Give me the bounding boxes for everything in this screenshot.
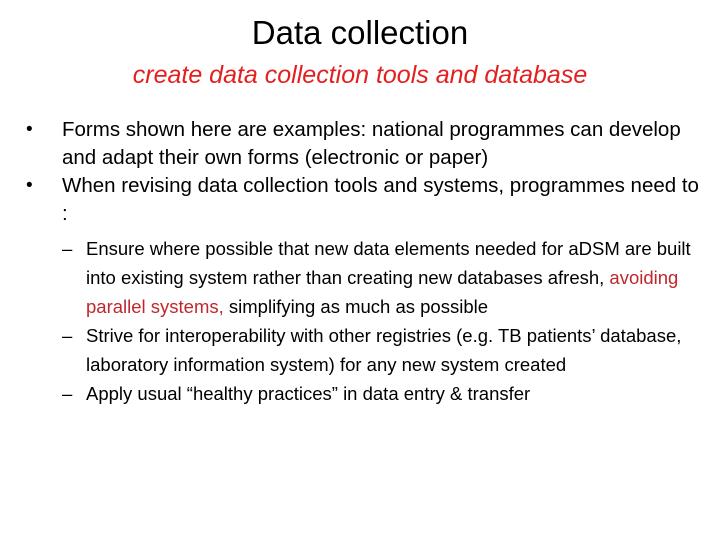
subbullet-marker: – <box>62 383 73 404</box>
subbullet-text-after: simplifying as much as possible <box>223 296 489 317</box>
bullet-marker: • <box>26 119 33 140</box>
slide-subtitle: create data collection tools and database <box>132 61 588 89</box>
bullet-text: When revising data collection tools and systems, programmes need to : <box>62 174 699 225</box>
subbullet-text: Apply usual “healthy practices” in data entry & transfer <box>86 383 531 404</box>
slide-title: Data collection <box>251 14 469 51</box>
subbullet-marker: – <box>62 325 73 346</box>
subbullet-item <box>62 379 706 408</box>
subbullet-item <box>62 234 706 321</box>
bullet-item <box>26 172 706 408</box>
bullet-list <box>26 116 706 408</box>
subbullet-text <box>86 238 691 317</box>
bullet-text: Forms shown here are examples: national programmes can develop and adapt their own forms (electronic or paper) <box>62 118 681 169</box>
subbullet-text: Strive for interoperability with other registries (e.g. TB patients’ database, laboratory information system) for any new system created <box>86 325 682 375</box>
bullet-item <box>26 116 706 172</box>
subbullet-item <box>62 321 706 379</box>
bullet-marker: • <box>26 175 33 196</box>
subbullet-list <box>62 234 706 408</box>
subbullet-text-before: Ensure where possible that new data elements needed for aDSM are built into existing system rather than creating new databases afresh, <box>86 238 691 288</box>
highlight-text: avoiding parallel systems, <box>86 267 679 317</box>
subbullet-marker: – <box>62 238 73 259</box>
